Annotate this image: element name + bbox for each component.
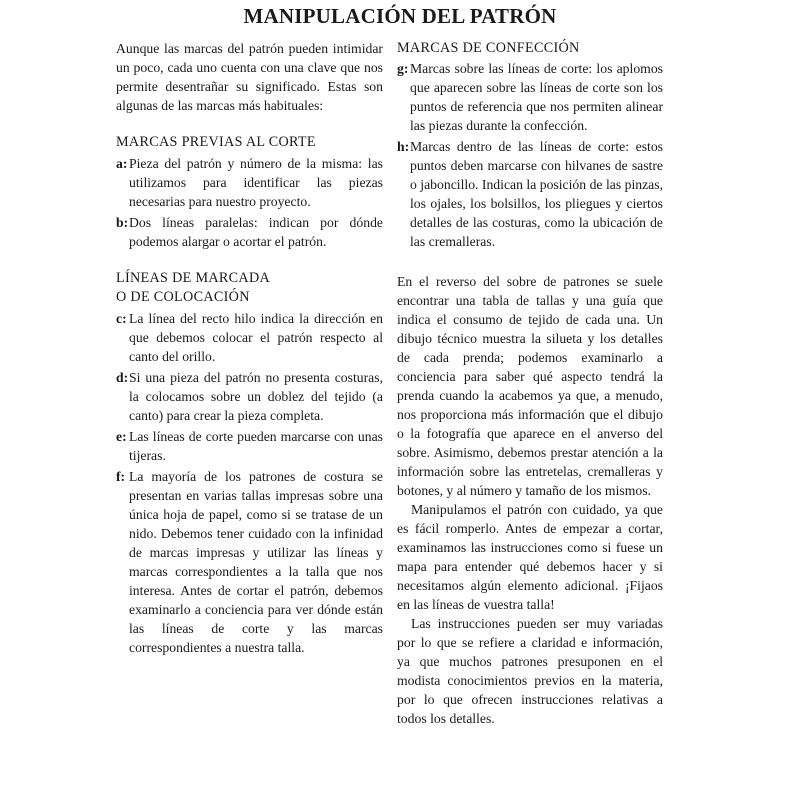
item-text: Las líneas de corte pueden marcarse con unas tijeras. [129,429,383,463]
left-column [116,39,383,659]
section-heading-marcas-de-confeccion: MARCAS DE CONFECCIÓN [397,40,580,56]
item-letter: c: [116,311,127,326]
heading-line-2: O DE COLOCACIÓN [116,289,250,305]
list-item-f [116,467,383,657]
item-text: Dos líneas paralelas: indican por dónde podemos alargar o acortar el patrón. [129,215,383,249]
section-heading-lineas-de-marcada [116,269,383,307]
list-item-c [116,309,383,366]
item-text: La línea del recto hilo indica la dirección en que debemos colocar el patrón respecto al canto del orillo. [129,311,383,364]
item-letter: e: [116,429,127,444]
right-column [397,39,663,728]
list-item-g [397,59,663,135]
section-heading-marcas-previas: MARCAS PREVIAS AL CORTE [116,134,316,150]
item-text: Marcas sobre las líneas de corte: los aplomos que aparecen sobre las líneas de corte son los puntos de referencia que nos permiten alinear las piezas durante la confección. [410,61,663,133]
item-letter: d: [116,370,129,385]
item-text: Marcas dentro de las líneas de corte: estos puntos deben marcarse con hilvanes de sastre o jaboncillo. Indican la posición de las pinzas, los ojales, los bolsillos, los pliegues y ciertos detalles de las costuras, como la ubicación de las cremalleras. [410,139,663,249]
list-item-e [116,427,383,465]
page-title: MANIPULACIÓN DEL PATRÓN [243,4,557,28]
item-letter: f: [116,469,126,484]
list-item-d [116,368,383,425]
list-item-h [397,137,663,251]
body-paragraph: Manipulamos el patrón con cuidado, ya que es fácil romperlo. Antes de empezar a cortar, examinamos las instrucciones como si fuese un mapa para entender qué debemos hacer y si necesitamos algún elemento adicional. ¡Fijaos en las líneas de vuestra talla! [397,502,663,612]
body-paragraph: En el reverso del sobre de patrones se suele encontrar una tabla de tallas y una guía que indica el consumo de tejido de cada una. Un dibujo técnico muestra la silueta y los detalles de cada prenda; podemos examinarlo a conciencia para saber qué aspecto tendrá la prenda cuando la acabemos ya que, a menudo, nos proporciona más información que el dibujo o la fotografía que aparece en el anverso del sobre. Asimismo, debemos prestar atención a la información sobre las entretelas, cremalleras y botones, y al número y tamaño de los mismos. [397,274,663,498]
list-item-b [116,213,383,251]
item-text: Pieza del patrón y número de la misma: las utilizamos para identificar las piezas necesarias para nuestro proyecto. [129,156,383,209]
item-text: La mayoría de los patrones de costura se presentan en varias tallas impresas sobre una única hoja de papel, como si se tratase de un nido. Debemos tener cuidado con la infinidad de marcas impresas y utilizar las líneas y marcas correspondientes a la talla que nos interesa. Antes de cortar el patrón, debemos examinarlo a conciencia para ver dónde están las líneas de corte y las marcas correspondientes a nuestra talla. [129,469,383,655]
item-letter: a: [116,156,128,171]
spacer [116,253,383,269]
spacer [397,253,663,272]
heading-line-1: LÍNEAS DE MARCADA [116,270,271,286]
body-paragraph: Las instrucciones pueden ser muy variadas por lo que se refiere a claridad e información, ya que muchos patrones presuponen en el modista conocimientos previos en la materia, por lo que ofrecen instrucciones relativas a todos los detalles. [397,616,663,726]
intro-paragraph: Aunque las marcas del patrón pueden intimidar un poco, cada uno cuenta con una clave que nos permite desentrañar su significado. Estas son algunas de las marcas más habituales: [116,41,383,113]
item-text: Si una pieza del patrón no presenta costuras, la colocamos sobre un doblez del tejido (a canto) para crear la pieza completa. [129,370,383,423]
item-letter: h: [397,139,410,154]
item-letter: g: [397,61,409,76]
item-letter: b: [116,215,129,230]
list-item-a [116,154,383,211]
